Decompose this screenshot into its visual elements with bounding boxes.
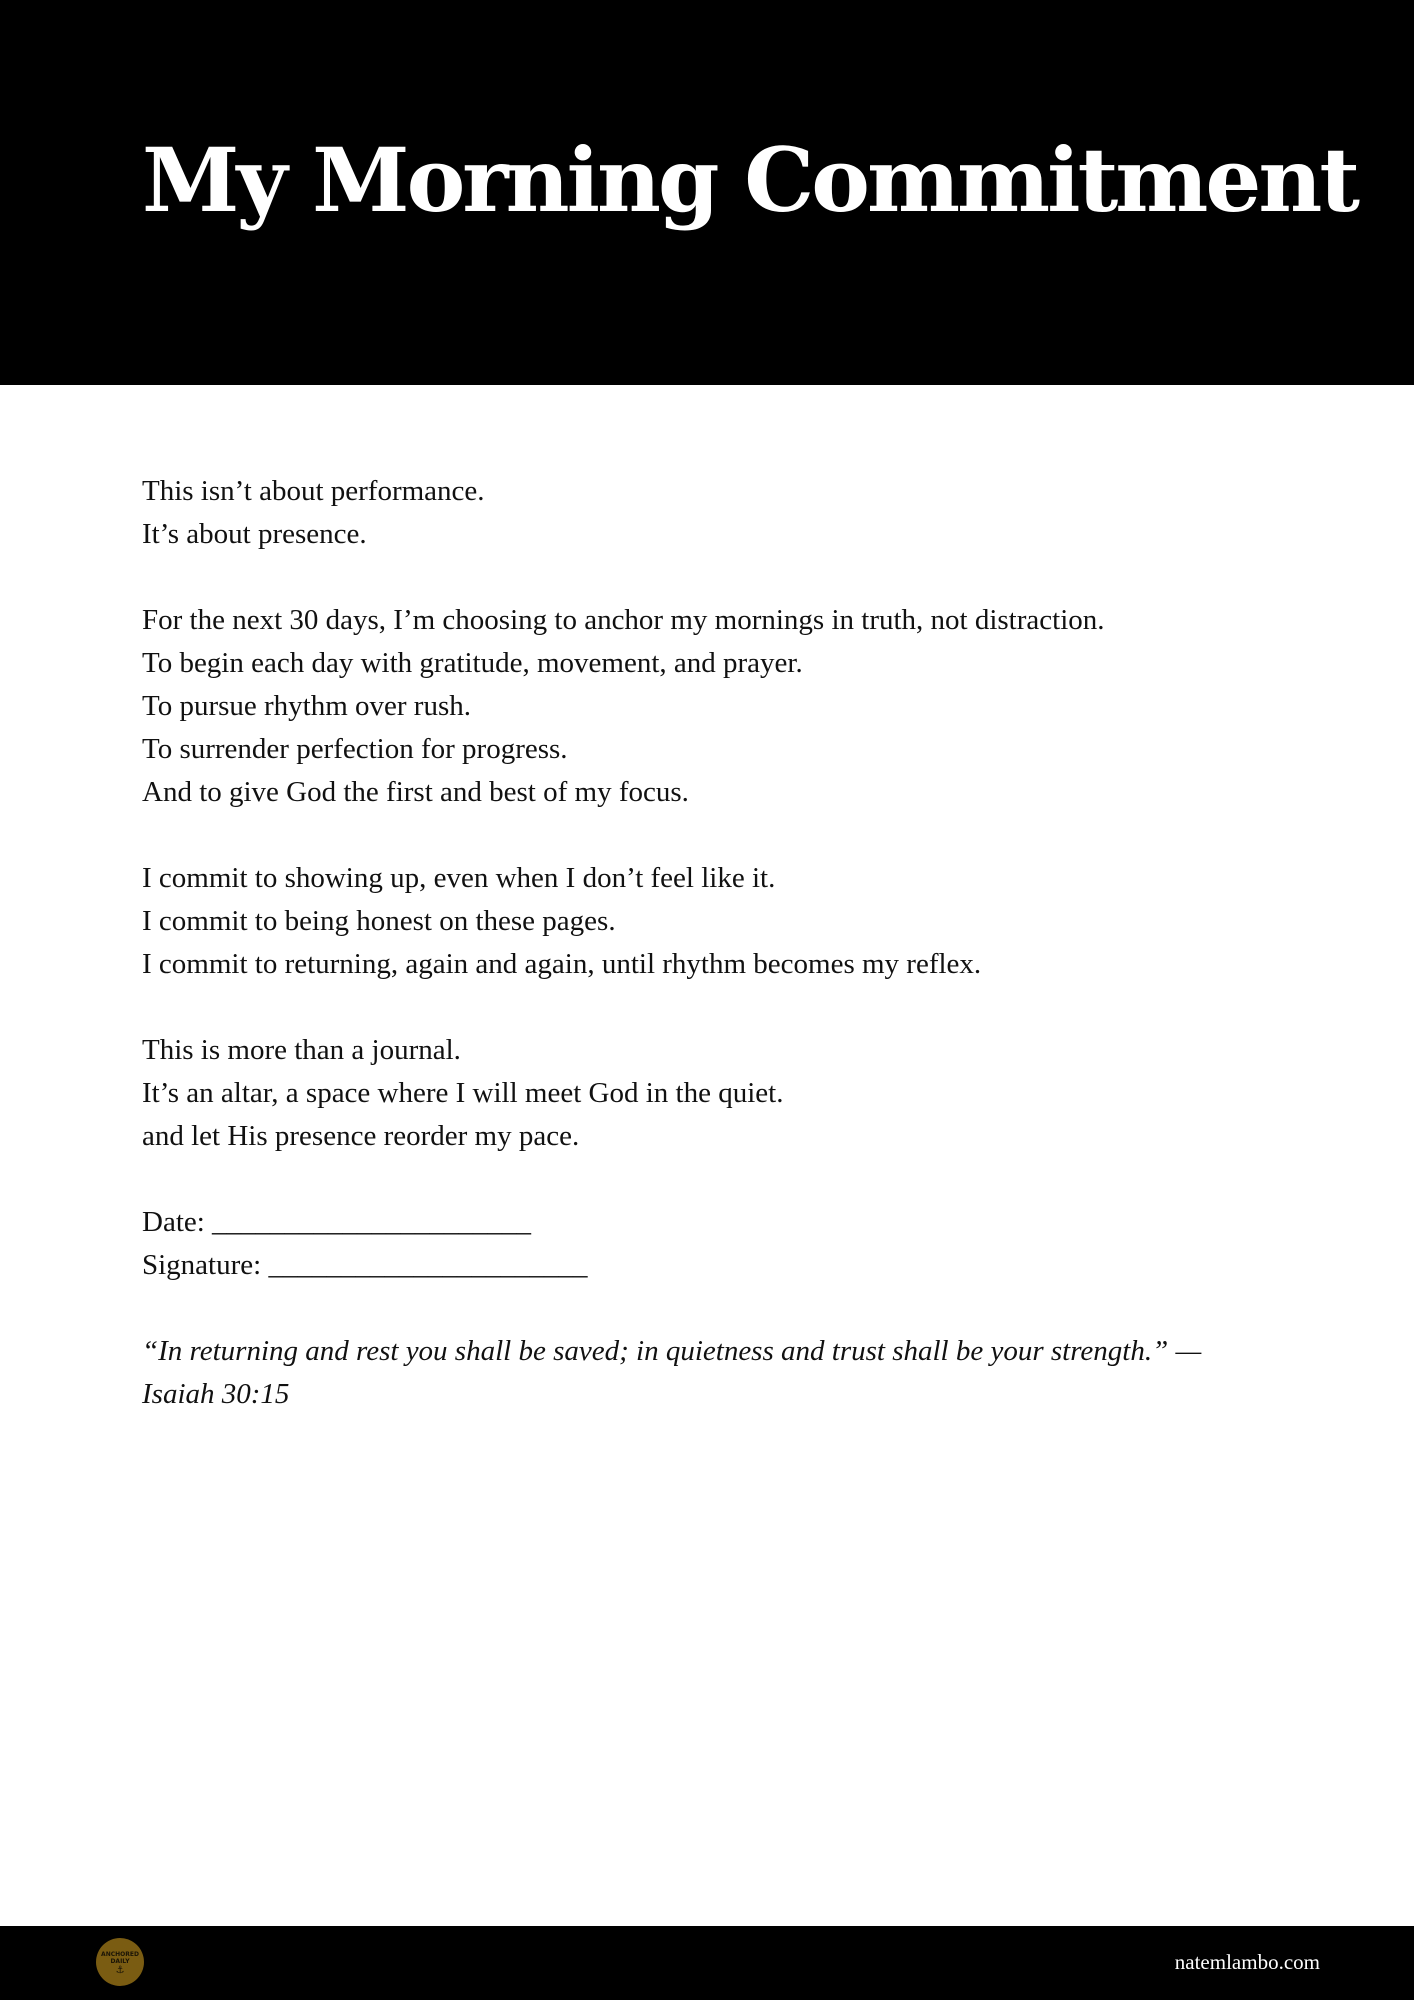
scripture-quote-block [142,1330,1272,1416]
body-line: This is more than a journal. [142,1034,461,1066]
footer-bar [0,1926,1414,2000]
header-banner [0,0,1414,385]
body-line: This isn’t about performance. [142,475,485,507]
body-line: It’s about presence. [142,518,367,550]
signature-block [142,1201,1272,1287]
body-line: To surrender perfection for progress. [142,733,568,765]
body-line: and let His presence reorder my pace. [142,1120,580,1152]
body-line: And to give God the first and best of my focus. [142,776,689,808]
website-link[interactable]: natemlambo.com [1174,1950,1320,1974]
body-line: I commit to returning, again and again, until rhythm becomes my reflex. [142,948,982,980]
stanza [142,1029,1272,1158]
body-line: To begin each day with gratitude, movement, and prayer. [142,647,803,679]
body-line: I commit to being honest on these pages. [142,905,616,937]
signature-field[interactable]: Signature: ______________________ [142,1249,588,1281]
scripture-quote: “In returning and rest you shall be saved; in quietness and trust shall be your strength.” — Isaiah 30:15 [142,1335,1202,1410]
body-line: For the next 30 days, I’m choosing to anchor my mornings in truth, not distraction. [142,604,1105,636]
logo-text: ANCHORED DAILY [101,1951,139,1965]
date-field[interactable]: Date: ______________________ [142,1206,532,1238]
body-line: To pursue rhythm over rush. [142,690,471,722]
stanza [142,470,1272,556]
stanza [142,599,1272,814]
anchored-daily-logo [96,1938,144,1986]
page-title: My Morning Commitment [142,128,1357,232]
anchor-icon: ⚓ [115,1965,125,1976]
commitment-body [142,470,1272,1459]
body-line: It’s an altar, a space where I will meet God in the quiet. [142,1077,784,1109]
stanza [142,857,1272,986]
body-line: I commit to showing up, even when I don’t feel like it. [142,862,776,894]
